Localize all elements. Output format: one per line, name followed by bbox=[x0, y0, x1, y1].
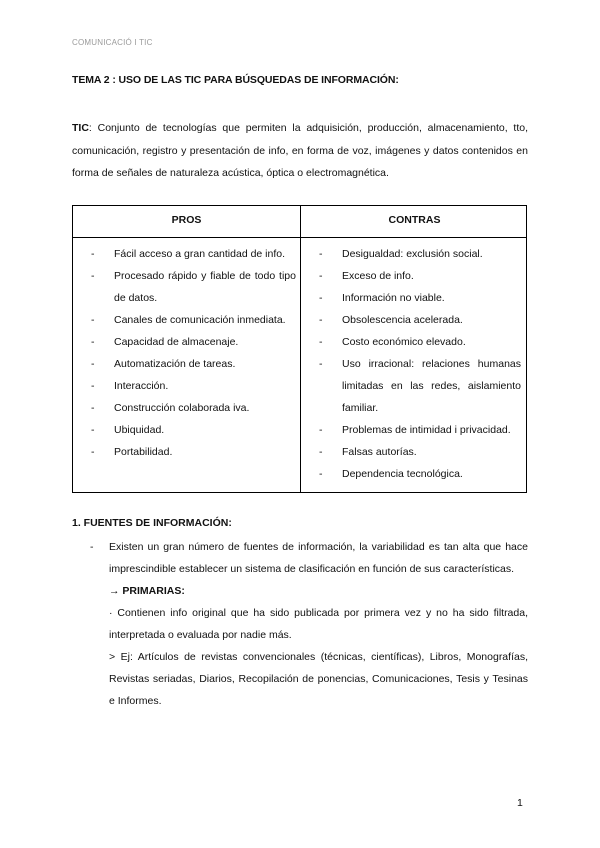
pros-item-text: Canales de comunicación inmediata. bbox=[114, 314, 286, 326]
definition-term: TIC bbox=[72, 122, 89, 134]
primarias-examples: > Ej: Artículos de revistas convencionales (técnicas, científicas), Libros, Monografías, Revistas seriadas, Diarios, Recopilación de ponencias, Comunicaciones, Tesis y Tesinas e Informes. bbox=[109, 651, 528, 707]
bullet-dash: - bbox=[319, 468, 323, 480]
contras-item bbox=[319, 353, 521, 419]
page-number: 1 bbox=[517, 797, 523, 809]
bullet-dash: - bbox=[91, 424, 95, 436]
bullet-dash: - bbox=[319, 314, 323, 326]
definition-text: Conjunto de tecnologías que permiten la adquisición, producción, almacenamiento, tto, comunicación, registro y presentación de info, en forma de voz, imágenes y datos contenidos en forma de señales de naturaleza acústica, óptica o electromagnética. bbox=[72, 122, 528, 179]
pros-item bbox=[91, 375, 296, 397]
contras-item bbox=[319, 243, 521, 265]
pros-item-text: Capacidad de almacenaje. bbox=[114, 336, 239, 348]
pros-header: PROS bbox=[171, 214, 202, 226]
pros-item bbox=[91, 309, 296, 331]
contras-item bbox=[319, 419, 521, 441]
contras-item-text: Falsas autorías. bbox=[342, 446, 417, 458]
document-title: TEMA 2 : USO DE LAS TIC PARA BÚSQUEDAS DE INFORMACIÓN: bbox=[72, 74, 399, 86]
bullet-dash: - bbox=[319, 292, 323, 304]
contras-item bbox=[319, 287, 521, 309]
bullet-dash: - bbox=[319, 270, 323, 282]
contras-list bbox=[319, 243, 521, 485]
contras-item-text: Exceso de info. bbox=[342, 270, 414, 282]
section-title: 1. FUENTES DE INFORMACIÓN: bbox=[72, 517, 232, 529]
table-column-divider bbox=[300, 206, 301, 492]
subsection-heading-primarias: → PRIMARIAS: bbox=[109, 585, 185, 597]
pros-item bbox=[91, 331, 296, 353]
contras-item-text: Costo económico elevado. bbox=[342, 336, 466, 348]
bullet-dash: - bbox=[91, 446, 95, 458]
bullet-dash: - bbox=[91, 358, 95, 370]
bullet-dash: - bbox=[91, 248, 95, 260]
pros-item bbox=[91, 243, 296, 265]
pros-cons-table bbox=[72, 205, 527, 493]
pros-item-text: Interacción. bbox=[114, 380, 169, 392]
contras-item-text: Uso irracional: relaciones humanas limitadas en las redes, aislamiento familiar. bbox=[342, 358, 521, 414]
pros-item bbox=[91, 353, 296, 375]
contras-item-text: Desigualdad: exclusión social. bbox=[342, 248, 483, 260]
section-intro: Existen un gran número de fuentes de información, la variabilidad es tan alta que hace imprescindible establecer un sistema de clasificación en función de sus características. bbox=[109, 541, 528, 575]
contras-item bbox=[319, 309, 521, 331]
pros-item-text: Fácil acceso a gran cantidad de info. bbox=[114, 248, 286, 260]
pros-item-text: Portabilidad. bbox=[114, 446, 173, 458]
bullet-dash: - bbox=[319, 446, 323, 458]
bullet-dash: - bbox=[319, 358, 323, 370]
section-content bbox=[109, 536, 528, 712]
pros-item-text: Ubiquidad. bbox=[114, 424, 165, 436]
pros-item bbox=[91, 397, 296, 419]
contras-item-text: Obsolescencia acelerada. bbox=[342, 314, 463, 326]
bullet-dash: - bbox=[91, 314, 95, 326]
contras-item-text: Información no viable. bbox=[342, 292, 445, 304]
pros-item-text: Procesado rápido y fiable de todo tipo de datos. bbox=[114, 270, 296, 304]
contras-item bbox=[319, 265, 521, 287]
definition-separator: : bbox=[88, 122, 92, 134]
pros-item bbox=[91, 441, 296, 463]
contras-item bbox=[319, 441, 521, 463]
pros-list bbox=[91, 243, 296, 463]
bullet-dash: - bbox=[319, 424, 323, 436]
bullet-dash: - bbox=[319, 248, 323, 260]
contras-item-text: Problemas de intimidad i privacidad. bbox=[342, 424, 511, 436]
bullet-dash: - bbox=[91, 270, 95, 282]
contras-item bbox=[319, 463, 521, 485]
running-header: COMUNICACIÓ I TIC bbox=[72, 38, 153, 47]
bullet-dash: - bbox=[91, 402, 95, 414]
contras-item bbox=[319, 331, 521, 353]
pros-item bbox=[91, 419, 296, 441]
contras-header: CONTRAS bbox=[388, 214, 441, 226]
primarias-description: · Contienen info original que ha sido publicada por primera vez y no ha sido filtrada, interpretada o evaluada por nadie más. bbox=[109, 607, 528, 641]
tic-definition bbox=[72, 117, 528, 185]
contras-item-text: Dependencia tecnológica. bbox=[342, 468, 463, 480]
bullet-dash: - bbox=[91, 380, 95, 392]
pros-item bbox=[91, 265, 296, 309]
bullet-dash: - bbox=[91, 336, 95, 348]
pros-item-text: Automatización de tareas. bbox=[114, 358, 236, 370]
bullet-dash: - bbox=[319, 336, 323, 348]
bullet-dash: - bbox=[90, 541, 94, 553]
pros-item-text: Construcción colaborada iva. bbox=[114, 402, 250, 414]
